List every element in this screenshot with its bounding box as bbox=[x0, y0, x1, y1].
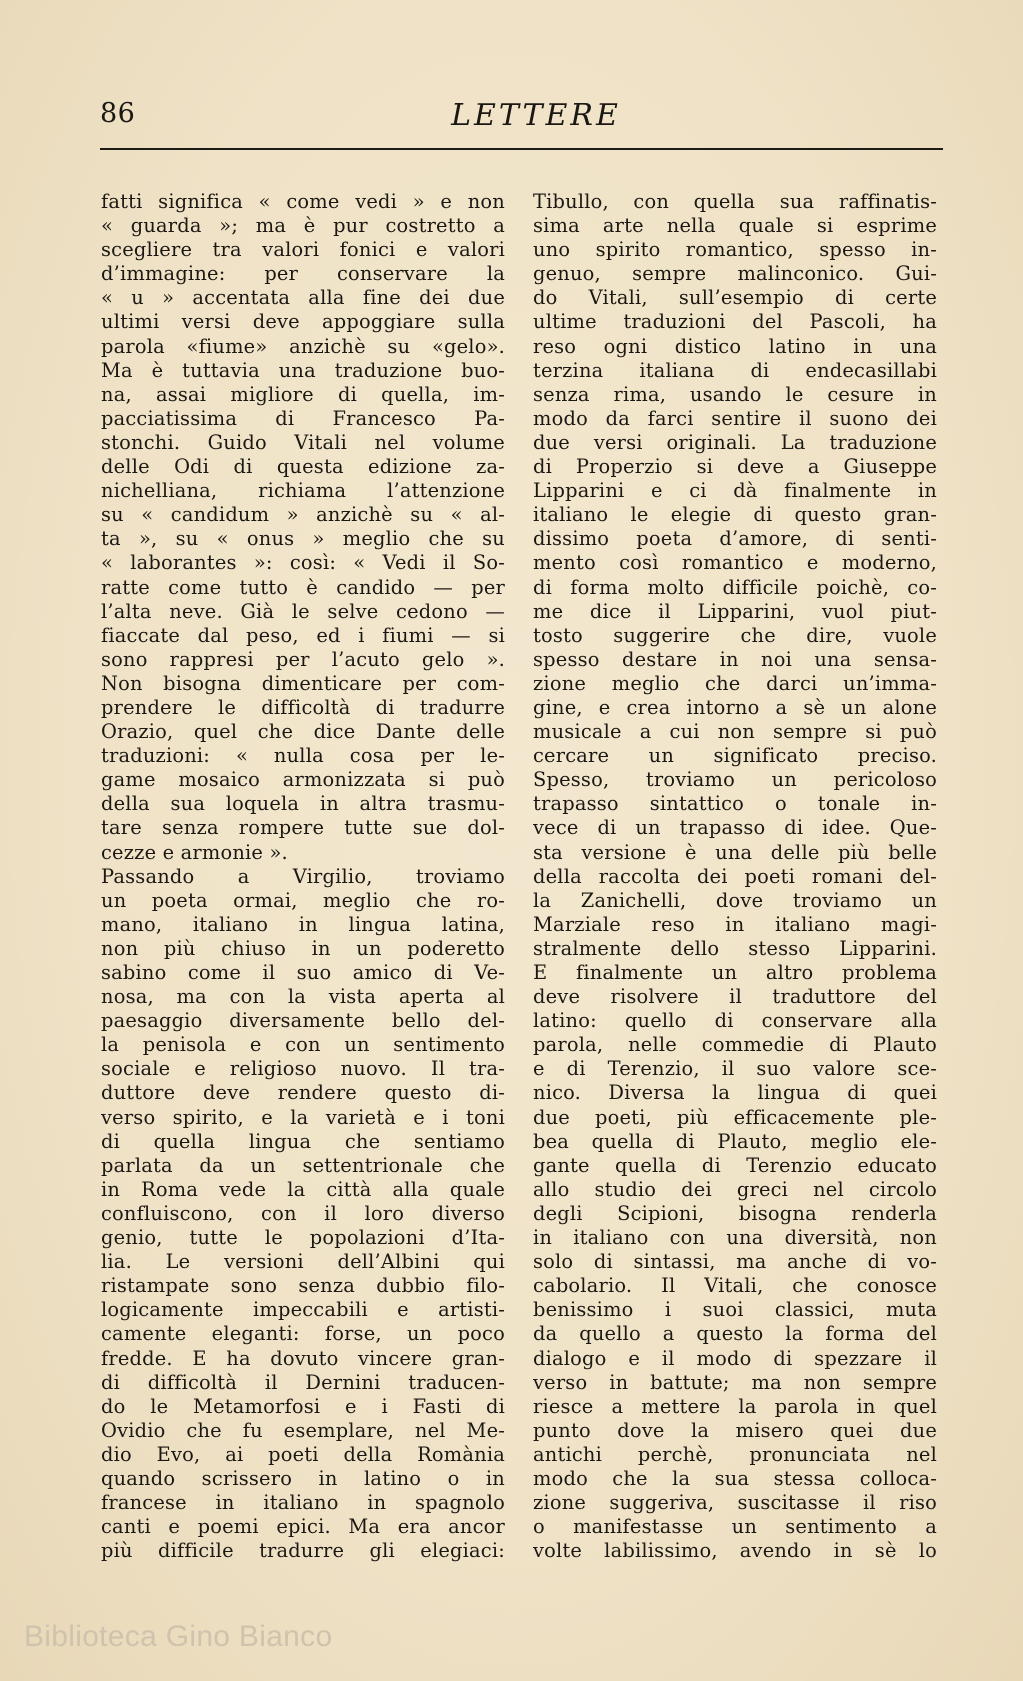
text-line: da quello a questo la forma del bbox=[533, 1322, 937, 1346]
text-line: in Roma vede la città alla quale bbox=[101, 1177, 505, 1201]
text-line: genio, tutte le popolazioni d’Ita- bbox=[101, 1226, 505, 1250]
text-line: sta versione è una delle più belle bbox=[533, 840, 937, 864]
text-line: bea quella di Plauto, meglio ele- bbox=[533, 1129, 937, 1153]
text-line: modo che la sua stessa colloca- bbox=[533, 1466, 937, 1490]
text-line: cercare un significato preciso. bbox=[533, 744, 937, 768]
page-header bbox=[100, 98, 942, 138]
text-line: volte labilissimo, avendo in sè lo bbox=[533, 1539, 937, 1563]
text-line: senza rima, usando le cesure in bbox=[533, 382, 937, 406]
text-line: do Vitali, sull’esempio di certe bbox=[533, 286, 937, 310]
text-line: Orazio, quel che dice Dante delle bbox=[101, 720, 505, 744]
text-line: nosa, ma con la vista aperta al bbox=[101, 985, 505, 1009]
text-line: nico. Diversa la lingua di quei bbox=[533, 1081, 937, 1105]
text-line: d’immagine: per conservare la bbox=[101, 262, 505, 286]
text-line: prendere le difficoltà di tradurre bbox=[101, 695, 505, 719]
text-line: E finalmente un altro problema bbox=[533, 961, 937, 984]
text-line: Ovidio che fu esemplare, nel Me- bbox=[101, 1418, 505, 1442]
text-line: fatti significa « come vedi » e non bbox=[101, 190, 505, 213]
text-line: degli Scipioni, bisogna renderla bbox=[533, 1201, 937, 1225]
text-line: trapasso sintattico o tonale in- bbox=[533, 792, 937, 816]
text-line: riesce a mettere la parola in quel bbox=[533, 1394, 937, 1418]
text-line: benissimo i suoi classici, muta bbox=[533, 1298, 937, 1322]
text-line: « laborantes »: così: « Vedi il So- bbox=[101, 551, 505, 575]
text-line: do le Metamorfosi e i Fasti di bbox=[101, 1394, 505, 1418]
text-line: zione meglio che darci un’imma- bbox=[533, 671, 937, 695]
text-line: Marziale reso in italiano magi- bbox=[533, 912, 937, 936]
text-line: quando scrissero in latino o in bbox=[101, 1466, 505, 1490]
text-line: terzina italiana di endecasillabi bbox=[533, 358, 937, 382]
text-line: na, assai migliore di quella, im- bbox=[101, 382, 505, 406]
text-line: fredde. E ha dovuto vincere gran- bbox=[101, 1346, 505, 1370]
text-line: due poeti, più efficacemente ple- bbox=[533, 1105, 937, 1129]
text-line: ultime traduzioni del Pascoli, ha bbox=[533, 310, 937, 334]
text-line: game mosaico armonizzata si può bbox=[101, 768, 505, 792]
text-line: un poeta ormai, meglio che ro- bbox=[101, 888, 505, 912]
text-line: ristampate sono senza dubbio filo- bbox=[101, 1274, 505, 1298]
text-line: sono rappresi per l’acuto gelo ». bbox=[101, 647, 505, 671]
text-line: parlata da un settentrionale che bbox=[101, 1153, 505, 1177]
text-line: ta », su « onus » meglio che su bbox=[101, 527, 505, 551]
text-line: gante quella di Terenzio educato bbox=[533, 1153, 937, 1177]
text-line: dio Evo, ai poeti della Romània bbox=[101, 1442, 505, 1466]
text-line: sociale e religioso nuovo. Il tra- bbox=[101, 1057, 505, 1081]
text-line: confluiscono, con il loro diverso bbox=[101, 1201, 505, 1225]
text-line: scegliere tra valori fonici e valori bbox=[101, 238, 505, 262]
library-watermark: Biblioteca Gino Bianco bbox=[24, 1620, 333, 1653]
text-line: verso in battute; ma non sempre bbox=[533, 1370, 937, 1394]
text-line: di Properzio si deve a Giuseppe bbox=[533, 455, 937, 479]
text-line: italiano le elegie di questo gran- bbox=[533, 503, 937, 527]
text-line: « guarda »; ma è pur costretto a bbox=[101, 214, 505, 238]
text-line: più difficile tradurre gli elegiaci: bbox=[101, 1539, 505, 1563]
text-line: francese in italiano in spagnolo bbox=[101, 1491, 505, 1515]
text-line: punto dove la misero quei due bbox=[533, 1418, 937, 1442]
text-line: traduzioni: « nulla cosa per le- bbox=[101, 744, 505, 768]
text-line: gine, e crea intorno a sè un alone bbox=[533, 695, 937, 719]
text-line: latino: quello di conservare alla bbox=[533, 1009, 937, 1033]
text-line: stonchi. Guido Vitali nel volume bbox=[101, 430, 505, 454]
text-line: ratte come tutto è candido — per bbox=[101, 575, 505, 599]
text-line: parola, nelle commedie di Plauto bbox=[533, 1033, 937, 1057]
text-line: la penisola e con un sentimento bbox=[101, 1033, 505, 1057]
text-line: della raccolta dei poeti romani del- bbox=[533, 864, 937, 888]
text-line: Lipparini e ci dà finalmente in bbox=[533, 479, 937, 503]
text-line: dissimo poeta d’amore, di senti- bbox=[533, 527, 937, 551]
text-line: allo studio dei greci nel circolo bbox=[533, 1177, 937, 1201]
text-line: lia. Le versioni dell’Albini qui bbox=[101, 1250, 505, 1274]
text-line: mento così romantico e moderno, bbox=[533, 551, 937, 575]
text-line: deve risolvere il traduttore del bbox=[533, 985, 937, 1009]
text-line: nichelliana, richiama l’attenzione bbox=[101, 479, 505, 503]
text-line: duttore deve rendere questo di- bbox=[101, 1081, 505, 1105]
text-line: cezze e armonie ». bbox=[101, 840, 288, 864]
text-column-left bbox=[101, 190, 505, 1563]
text-line: verso spirito, e la varietà e i toni bbox=[101, 1105, 505, 1129]
text-line: me dice il Lipparini, vuol piut- bbox=[533, 599, 937, 623]
text-line: la Zanichelli, dove troviamo un bbox=[533, 888, 937, 912]
text-line: su « candidum » anzichè su « al- bbox=[101, 503, 505, 527]
text-line: vece di un trapasso di idee. Que- bbox=[533, 816, 937, 840]
text-line: di forma molto difficile poichè, co- bbox=[533, 575, 937, 599]
text-line: genuo, sempre malinconico. Gui- bbox=[533, 262, 937, 286]
text-line: l’alta neve. Già le selve cedono — bbox=[101, 599, 505, 623]
text-column-right bbox=[533, 190, 937, 1563]
text-line: Spesso, troviamo un pericoloso bbox=[533, 768, 937, 792]
text-line: spesso destare in noi una sensa- bbox=[533, 647, 937, 671]
text-line: Tibullo, con quella sua raffinatis- bbox=[533, 190, 937, 213]
text-line: o manifestasse un sentimento a bbox=[533, 1515, 937, 1539]
running-title: LETTERE bbox=[451, 98, 621, 133]
text-line: sima arte nella quale si esprime bbox=[533, 214, 937, 238]
text-line: sabino come il suo amico di Ve- bbox=[101, 961, 505, 984]
text-line: e di Terenzio, il suo valore sce- bbox=[533, 1057, 937, 1081]
text-line: della sua loquela in altra trasmu- bbox=[101, 792, 505, 816]
text-line: fiaccate dal peso, ed i fiumi — si bbox=[101, 623, 505, 647]
text-line: parola «fiume» anzichè su «gelo». bbox=[101, 334, 505, 358]
text-line: « u » accentata alla fine dei due bbox=[101, 286, 505, 310]
text-line: paesaggio diversamente bello del- bbox=[101, 1009, 505, 1033]
text-line: ultimi versi deve appoggiare sulla bbox=[101, 310, 505, 334]
text-line: canti e poemi epici. Ma era ancor bbox=[101, 1515, 505, 1539]
text-line: antichi perchè, pronunciata nel bbox=[533, 1442, 937, 1466]
text-line: camente eleganti: forse, un poco bbox=[101, 1322, 505, 1346]
text-line: delle Odi di questa edizione za- bbox=[101, 455, 505, 479]
text-line: non più chiuso in un poderetto bbox=[101, 936, 505, 960]
text-line: cabolario. Il Vitali, che conosce bbox=[533, 1274, 937, 1298]
text-line: di quella lingua che sentiamo bbox=[101, 1129, 505, 1153]
text-line: logicamente impeccabili e artisti- bbox=[101, 1298, 505, 1322]
text-line: Passando a Virgilio, troviamo bbox=[101, 864, 505, 888]
text-line: stralmente dello stesso Lipparini. bbox=[533, 936, 937, 960]
text-line: tare senza rompere tutte sue dol- bbox=[101, 816, 505, 840]
text-line: Ma è tuttavia una traduzione buo- bbox=[101, 358, 505, 382]
text-line: uno spirito romantico, spesso in- bbox=[533, 238, 937, 262]
text-line: modo da farci sentire il suono dei bbox=[533, 406, 937, 430]
text-line: reso ogni distico latino in una bbox=[533, 334, 937, 358]
page-number: 86 bbox=[100, 98, 136, 129]
text-line: dialogo e il modo di spezzare il bbox=[533, 1346, 937, 1370]
text-line: solo di sintassi, ma anche di vo- bbox=[533, 1250, 937, 1274]
text-line: zione suggeriva, suscitasse il riso bbox=[533, 1491, 937, 1515]
text-line: in italiano con una diversità, non bbox=[533, 1226, 937, 1250]
text-line: tosto suggerire che dire, vuole bbox=[533, 623, 937, 647]
text-line: di difficoltà il Dernini traducen- bbox=[101, 1370, 505, 1394]
text-line: mano, italiano in lingua latina, bbox=[101, 912, 505, 936]
text-line: Non bisogna dimenticare per com- bbox=[101, 671, 505, 695]
text-line: due versi originali. La traduzione bbox=[533, 430, 937, 454]
header-rule bbox=[100, 148, 943, 150]
text-line: musicale a cui non sempre si può bbox=[533, 720, 937, 744]
text-line: pacciatissima di Francesco Pa- bbox=[101, 406, 505, 430]
